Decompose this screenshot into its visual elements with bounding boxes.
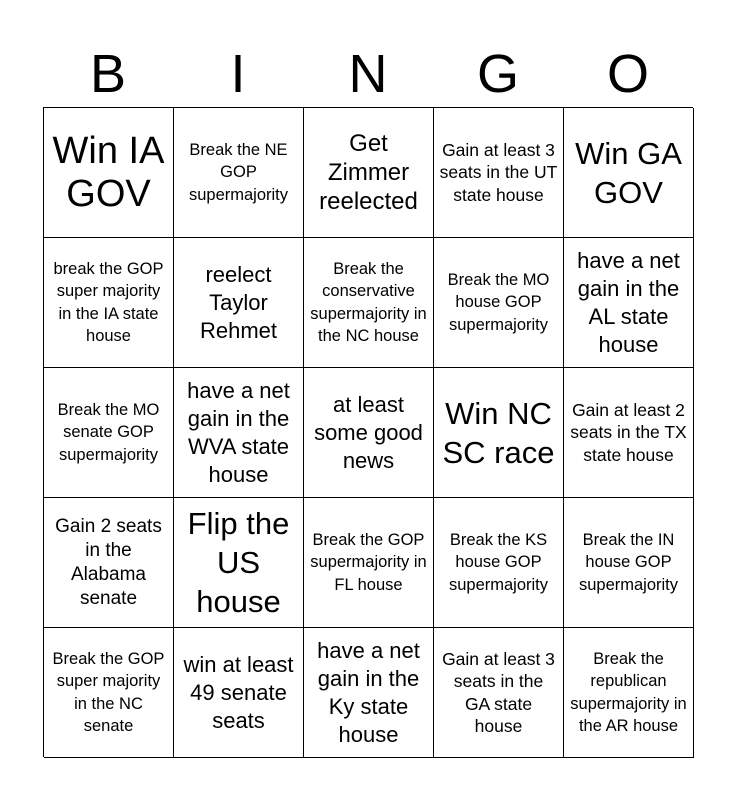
bingo-cell[interactable]: [304, 628, 434, 758]
bingo-cell[interactable]: [434, 498, 564, 628]
cell-text: Break the MO senate GOP supermajority: [57, 400, 160, 464]
bingo-cell[interactable]: [564, 108, 694, 238]
cell-text: Break the IN house GOP supermajority: [578, 530, 679, 594]
header-letter-n: N: [348, 44, 388, 104]
bingo-cell[interactable]: [434, 628, 564, 758]
cell-text: Break the KS house GOP supermajority: [448, 530, 549, 594]
header-letter-o: O: [606, 44, 649, 104]
cell-text: Win IA GOV: [52, 129, 165, 215]
bingo-cell[interactable]: [434, 238, 564, 368]
cell-text: Break the GOP supermajority in FL house: [310, 530, 427, 594]
bingo-cell[interactable]: [174, 108, 304, 238]
bingo-cell[interactable]: [44, 238, 174, 368]
bingo-cell[interactable]: [174, 368, 304, 498]
bingo-cell[interactable]: [174, 498, 304, 628]
bingo-cell[interactable]: [564, 238, 694, 368]
cell-text: Break the republican supermajority in the AR house: [570, 649, 687, 735]
cell-text: Gain at least 3 seats in the GA state house: [442, 648, 555, 736]
cell-text: win at least 49 senate seats: [183, 651, 294, 733]
bingo-cell[interactable]: [434, 368, 564, 498]
bingo-cell[interactable]: [434, 108, 564, 238]
cell-text: have a net gain in the Ky state house: [317, 637, 420, 747]
cell-text: reelect Taylor Rehmet: [199, 261, 278, 343]
cell-text: Break the MO house GOP supermajority: [447, 270, 550, 334]
bingo-cell[interactable]: [564, 368, 694, 498]
bingo-header: [43, 38, 693, 108]
cell-text: Win GA GOV: [575, 135, 682, 210]
cell-text: Get Zimmer reelected: [319, 130, 418, 215]
cell-text: have a net gain in the AL state house: [577, 247, 680, 357]
header-letter-i: I: [230, 44, 246, 104]
bingo-cell[interactable]: [304, 108, 434, 238]
cell-text: Break the conservative supermajority in the NC house: [310, 259, 427, 345]
cell-text: Break the GOP super majority in the NC senate: [52, 649, 165, 735]
cell-text: have a net gain in the WVA state house: [187, 377, 290, 487]
bingo-cell[interactable]: [304, 368, 434, 498]
bingo-cell[interactable]: [304, 498, 434, 628]
cell-text: at least some good news: [314, 391, 423, 473]
bingo-cell[interactable]: [44, 498, 174, 628]
bingo-cell[interactable]: [564, 498, 694, 628]
cell-text: Flip the US house: [187, 506, 290, 619]
bingo-cell[interactable]: [44, 368, 174, 498]
cell-text: Break the NE GOP supermajority: [188, 140, 289, 204]
cell-text: Gain 2 seats in the Alabama senate: [55, 515, 162, 609]
bingo-cell[interactable]: [174, 238, 304, 368]
cell-text: Gain at least 3 seats in the UT state house: [439, 139, 558, 205]
bingo-cell[interactable]: [564, 628, 694, 758]
cell-text: Win NC SC race: [442, 395, 555, 470]
bingo-grid: [43, 107, 693, 757]
header-letter-b: B: [89, 44, 127, 104]
bingo-cell[interactable]: [304, 238, 434, 368]
cell-text: Gain at least 2 seats in the TX state house: [570, 399, 687, 465]
cell-text: break the GOP super majority in the IA state house: [53, 259, 164, 345]
bingo-cell[interactable]: [174, 628, 304, 758]
bingo-cell[interactable]: [44, 108, 174, 238]
bingo-cell[interactable]: [44, 628, 174, 758]
header-letter-g: G: [476, 44, 519, 104]
